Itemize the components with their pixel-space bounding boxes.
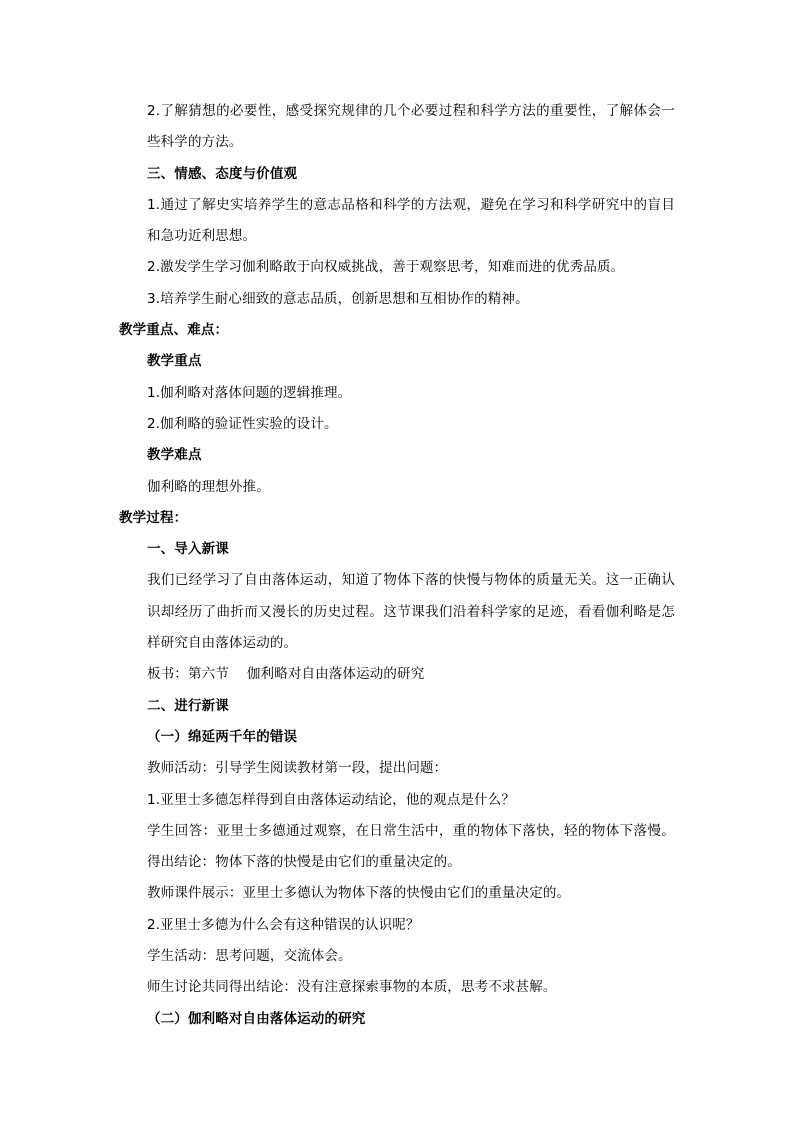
focus-2-paragraph: 2.伽利略的验证性实验的设计。 — [147, 415, 338, 432]
board-line — [119, 659, 675, 690]
heading-difficulty: 教学难点 — [147, 447, 202, 464]
teacher-activity-1: 教师活动：引导学生阅读教材第一段，提出问题： — [147, 760, 448, 777]
heading-sub1: （一）绵延两千年的错误 — [147, 728, 298, 745]
student-activity-2: 学生活动：思考问题，交流体会。 — [147, 948, 352, 965]
heading-keypoints: 教学重点、难点： — [119, 322, 229, 339]
focus-1-paragraph: 1.伽利略对落体问题的逻辑推理。 — [147, 384, 352, 401]
heading-emotion: 三、情感、态度与价值观 — [147, 165, 298, 182]
heading-intro: 一、导入新课 — [147, 541, 229, 558]
emotion-1-paragraph: 1.通过了解史实培养学生的意志品格和科学的方法观，避免在学习和科学研究中的盲目和急功近利思想。 — [147, 196, 675, 245]
discussion-conclusion: 师生讨论共同得出结论：没有注意探索事物的本质，思考不求甚解。 — [147, 979, 557, 996]
question-2: 2.亚里士多德为什么会有这种错误的认识呢？ — [147, 916, 420, 933]
student-answer-1: 学生回答：亚里士多德通过观察，在日常生活中，重的物体下落快，轻的物体下落慢。得出结论：物体下落的快慢是由它们的重量决定的。 — [147, 822, 675, 871]
emotion-3-paragraph: 3.培养学生耐心细致的意志品质，创新思想和互相协作的精神。 — [147, 290, 529, 307]
heading-process: 教学过程： — [119, 509, 188, 526]
intro-paragraph: 我们已经学习了自由落体运动，知道了物体下落的快慢与物体的质量无关。这一正确认识却经历了曲折而又漫长的历史过程。这节课我们沿着科学家的足迹，看看伽利略是怎样研究自由落体运动的。 — [147, 572, 675, 652]
board-label: 板书：第六节 — [147, 666, 229, 683]
document-page — [119, 96, 675, 1035]
heading-new: 二、进行新课 — [147, 697, 229, 714]
goal-2-paragraph: 2.了解猜想的必要性，感受探究规律的几个必要过程和科学方法的重要性，了解体会一些科学的方法。 — [147, 103, 675, 151]
emotion-2-paragraph: 2.激发学生学习伽利略敢于向权威挑战，善于观察思考，知难而进的优秀品质。 — [147, 259, 625, 276]
board-title: 伽利略对自由落体运动的研究 — [246, 666, 425, 683]
teacher-activity-2: 教师课件展示：亚里士多德认为物体下落的快慢由它们的重量决定的。 — [147, 885, 571, 902]
difficulty-1-paragraph: 伽利略的理想外推。 — [147, 478, 270, 495]
heading-sub2: （二）伽利略对自由落体运动的研究 — [147, 1010, 366, 1027]
question-1: 1.亚里士多德怎样得到自由落体运动结论，他的观点是什么？ — [147, 791, 516, 808]
heading-focus: 教学重点 — [147, 353, 202, 370]
